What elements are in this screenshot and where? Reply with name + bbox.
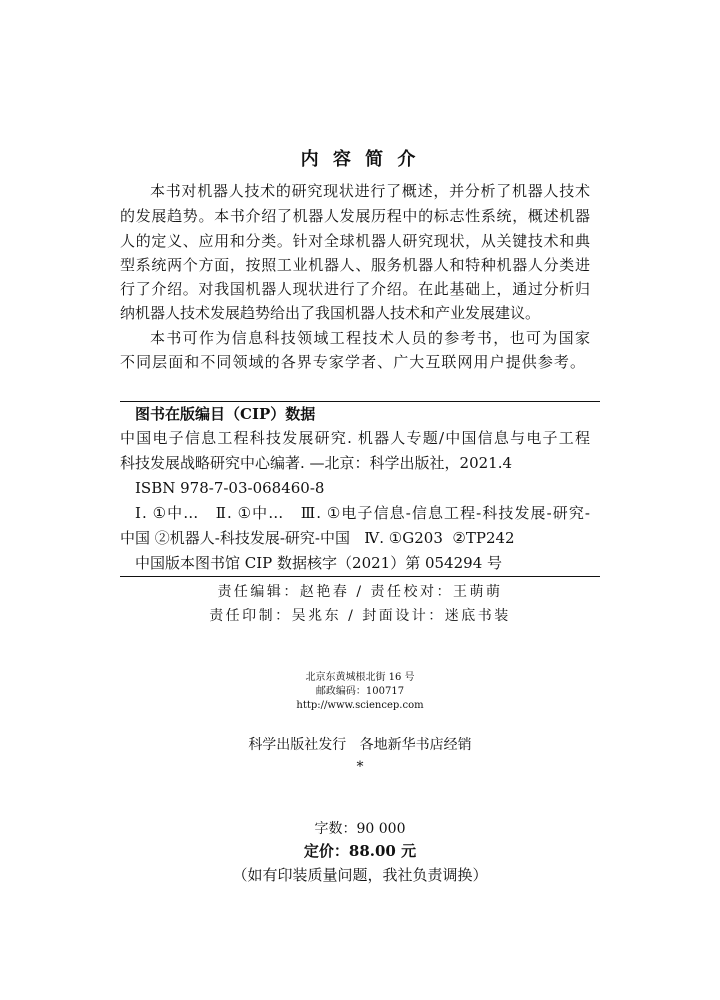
word-count: 字数：90 000 <box>314 821 406 837</box>
publisher-address: 北京东黄城根北街 16 号 <box>305 672 415 683</box>
publisher-website: http://www.sciencep.com <box>296 700 424 711</box>
publisher-postcode: 邮政编码：100717 <box>315 686 405 697</box>
cip-heading: 图书在版编目（CIP）数据 <box>135 405 316 423</box>
credits-line: 责任印制：吴兆东 / 封面设计：迷底书装 <box>209 608 511 624</box>
cip-bottom-rule <box>120 576 600 577</box>
printer-line <box>0 712 720 734</box>
credits-line: 责任编辑：赵艳春 / 责任校对：王萌萌 <box>217 584 503 600</box>
edition-line <box>230 776 530 798</box>
cip-title-line: 中国电子信息工程科技发展研究. 机器人专题/中国信息与电子工程 <box>120 429 590 447</box>
cip-record-number: 中国版本图书馆 CIP 数据核字（2021）第 054294 号 <box>135 554 503 572</box>
summary-line: 行了介绍。对我国机器人现状进行了介绍。在此基础上，通过分析归 <box>120 280 590 298</box>
publisher-line <box>0 649 720 671</box>
distribution-line: 科学出版社发行 各地新华书店经销 <box>248 737 472 753</box>
summary-line: 纳机器人技术发展趋势给出了我国机器人技术和产业发展建议。 <box>120 304 541 322</box>
summary-line: 本书可作为信息科技领域工程技术人员的参考书，也可为国家 <box>150 329 590 347</box>
cip-top-rule <box>120 401 600 402</box>
separator-star: * <box>356 759 364 775</box>
summary-line: 本书对机器人技术的研究现状进行了概述，并分析了机器人技术 <box>150 182 590 200</box>
price: 定价：88.00 元 <box>303 842 417 860</box>
cip-classification-line: Ⅰ. ①中… Ⅱ. ①中… Ⅲ. ①电子信息-信息工程-科技发展-研究- <box>135 504 590 522</box>
summary-line: 人的定义、应用和分类。针对全球机器人研究现状，从关键技术和典 <box>120 232 590 250</box>
summary-line: 的发展趋势。本书介绍了机器人发展历程中的标志性系统，概述机器 <box>120 207 590 225</box>
summary-title: 内 容 简 介 <box>300 149 420 170</box>
cip-isbn: ISBN 978-7-03-068460-8 <box>135 479 325 497</box>
summary-line: 不同层面和不同领域的各界专家学者、广大互联网用户提供参考。 <box>120 353 585 371</box>
cip-title-line: 科技发展战略研究中心编著. —北京：科学出版社，2021.4 <box>120 454 513 472</box>
quality-notice: （如有印装质量问题，我社负责调换） <box>232 866 488 884</box>
summary-line: 型系统两个方面，按照工业机器人、服务机器人和特种机器人分类进 <box>120 256 590 274</box>
printing-line <box>230 797 530 819</box>
cip-classification-line: 中国 ②机器人-科技发展-研究-中国 Ⅳ. ①G203 ②TP242 <box>120 529 515 547</box>
